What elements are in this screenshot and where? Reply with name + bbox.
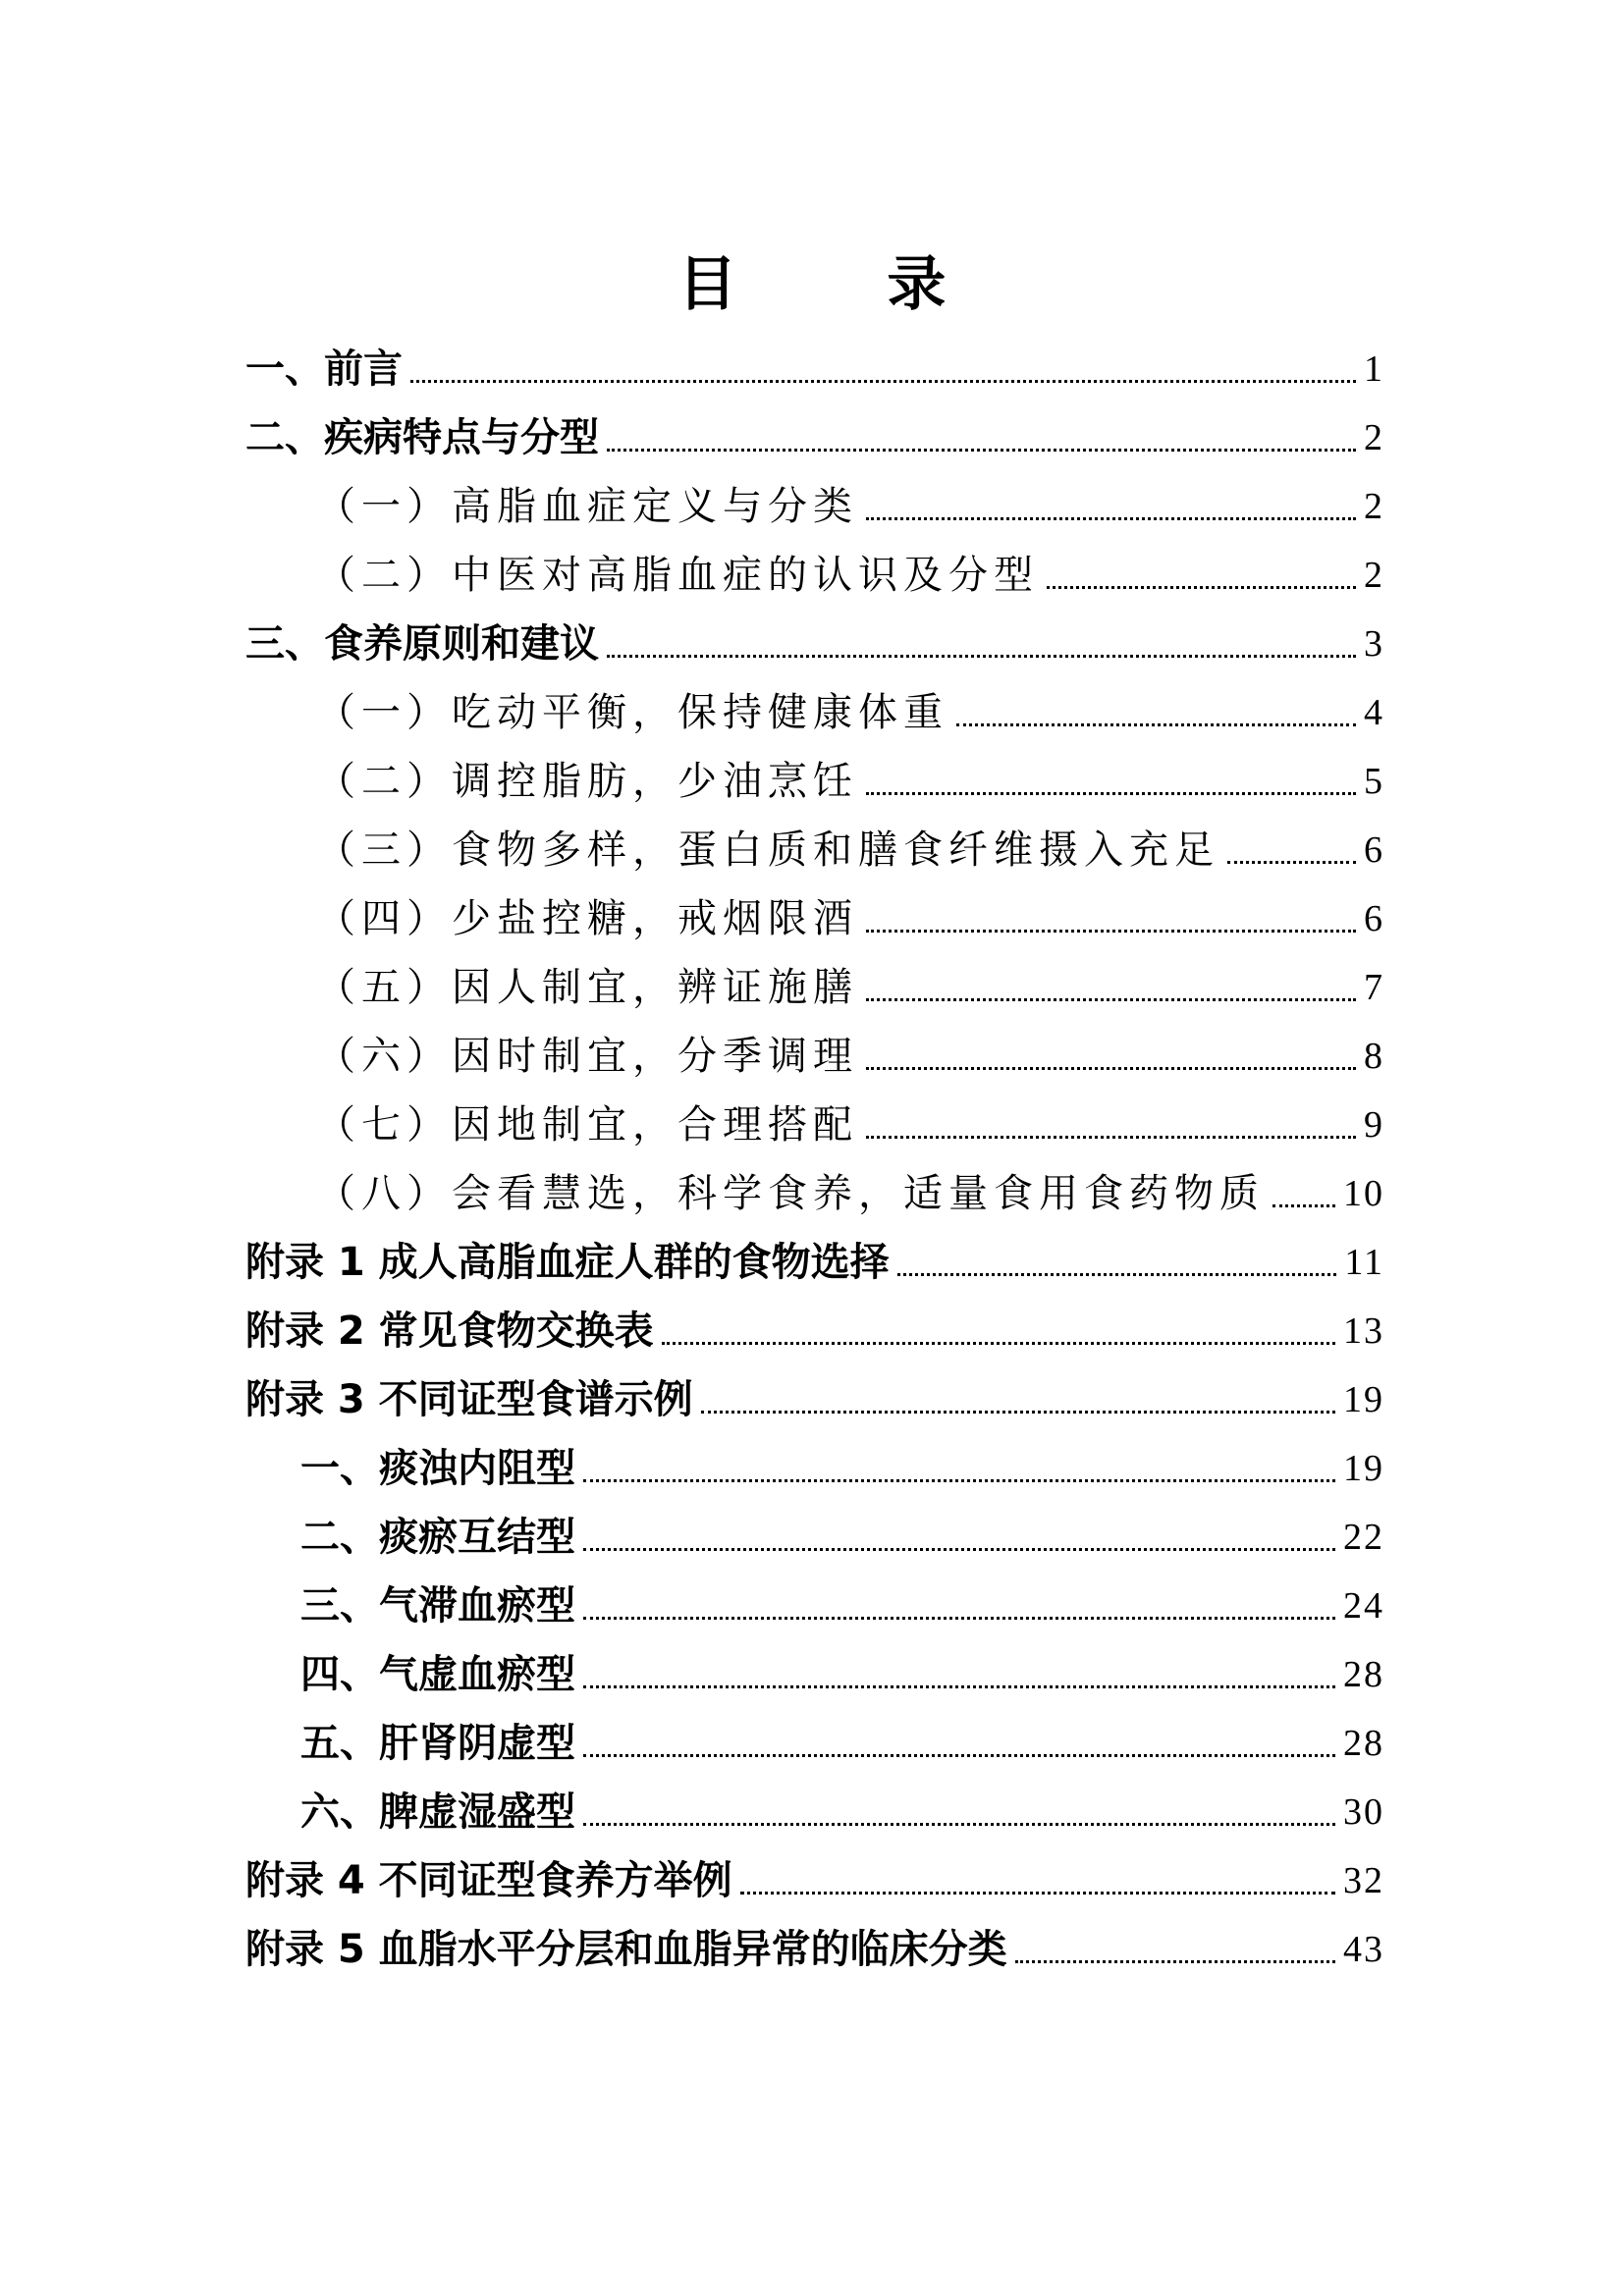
toc-entry-page-number: 2 xyxy=(1364,486,1384,527)
toc-entry-page-number: 24 xyxy=(1343,1585,1384,1627)
toc-entry-label: （二）调控脂肪，少油烹饪 xyxy=(316,759,858,804)
toc-entry-page-number: 6 xyxy=(1364,829,1384,871)
dot-leader xyxy=(866,1067,1356,1070)
dot-leader xyxy=(583,1823,1335,1826)
toc-entry-page-number: 22 xyxy=(1343,1517,1384,1558)
toc-entry[interactable] xyxy=(245,1571,1384,1639)
toc-entry-page-number: 9 xyxy=(1364,1104,1384,1146)
toc-entry-page-number: 32 xyxy=(1343,1860,1384,1901)
toc-entry[interactable] xyxy=(245,677,1384,746)
toc-entry-label: 附录 2 常见食物交换表 xyxy=(245,1308,654,1354)
toc-entry-page-number: 30 xyxy=(1343,1791,1384,1833)
toc-entry-label: （五）因人制宜，辨证施膳 xyxy=(316,965,858,1010)
dot-leader xyxy=(410,380,1356,383)
toc-entry[interactable] xyxy=(245,402,1384,471)
toc-entry-label: 一、痰浊内阻型 xyxy=(300,1446,575,1491)
toc-entry-page-number: 3 xyxy=(1364,623,1384,665)
dot-leader xyxy=(866,517,1356,520)
toc-entry-label: 附录 5 血脂水平分层和血脂异常的临床分类 xyxy=(245,1927,1007,1972)
toc-entry-label: 附录 1 成人高脂血症人群的食物选择 xyxy=(245,1240,890,1285)
toc-entry-page-number: 4 xyxy=(1364,692,1384,733)
toc-entry-page-number: 11 xyxy=(1344,1242,1384,1283)
toc-entry-page-number: 6 xyxy=(1364,898,1384,939)
page-title: 目 录 xyxy=(677,250,1011,319)
dot-leader xyxy=(1047,586,1356,589)
toc-entry[interactable] xyxy=(245,1021,1384,1090)
toc-entry-page-number: 7 xyxy=(1364,967,1384,1008)
dot-leader xyxy=(583,1617,1335,1620)
toc-entry-label: （四）少盐控糖，戒烟限酒 xyxy=(316,896,858,941)
toc-entry[interactable] xyxy=(245,815,1384,883)
toc-entry[interactable] xyxy=(245,540,1384,609)
toc-entry-label: （七）因地制宜，合理搭配 xyxy=(316,1102,858,1148)
toc-entry-label: （三）食物多样，蛋白质和膳食纤维摄入充足 xyxy=(316,828,1219,873)
toc-entry[interactable] xyxy=(245,746,1384,815)
toc-entry-page-number: 1 xyxy=(1364,348,1384,390)
toc-entry[interactable] xyxy=(245,609,1384,677)
toc-entry-label: 五、肝肾阴虚型 xyxy=(300,1721,575,1766)
toc-entry[interactable] xyxy=(245,1914,1384,1983)
toc-entry-page-number: 10 xyxy=(1343,1173,1384,1214)
toc-entry[interactable] xyxy=(245,1090,1384,1158)
toc-entry-page-number: 19 xyxy=(1343,1379,1384,1420)
toc-entry[interactable] xyxy=(245,1433,1384,1502)
dot-leader xyxy=(583,1479,1335,1482)
toc-entry-label: 附录 3 不同证型食谱示例 xyxy=(245,1377,693,1422)
toc-entry-label: （二）中医对高脂血症的认识及分型 xyxy=(316,553,1039,598)
dot-leader xyxy=(956,723,1356,726)
toc-entry-page-number: 8 xyxy=(1364,1036,1384,1077)
toc-entry-label: 附录 4 不同证型食养方举例 xyxy=(245,1858,732,1903)
toc-entry[interactable] xyxy=(245,1158,1384,1227)
toc-entry[interactable] xyxy=(245,952,1384,1021)
dot-leader xyxy=(583,1548,1335,1551)
dot-leader xyxy=(897,1273,1337,1276)
dot-leader xyxy=(866,998,1356,1001)
toc-entry-label: 六、脾虚湿盛型 xyxy=(300,1789,575,1835)
toc-entry-label: 三、食养原则和建议 xyxy=(245,621,599,667)
toc-entry-label: 一、前言 xyxy=(245,347,403,392)
toc-entry-label: （一）高脂血症定义与分类 xyxy=(316,484,858,529)
toc-entry[interactable] xyxy=(245,334,1384,402)
dot-leader xyxy=(740,1892,1335,1895)
toc-entry[interactable] xyxy=(245,471,1384,540)
toc-entry-label: 二、疾病特点与分型 xyxy=(245,415,599,460)
dot-leader xyxy=(583,1754,1335,1757)
dot-leader xyxy=(866,792,1356,795)
dot-leader xyxy=(607,449,1356,452)
dot-leader xyxy=(866,930,1356,933)
toc-entry-label: （六）因时制宜，分季调理 xyxy=(316,1034,858,1079)
toc-entry-page-number: 2 xyxy=(1364,555,1384,596)
dot-leader xyxy=(1272,1204,1335,1207)
toc-entry-label: （一）吃动平衡，保持健康体重 xyxy=(316,690,948,735)
dot-leader xyxy=(866,1136,1356,1139)
toc-entry-label: 三、气滞血瘀型 xyxy=(300,1583,575,1629)
toc-entry-label: 二、痰瘀互结型 xyxy=(300,1515,575,1560)
dot-leader xyxy=(662,1342,1335,1345)
toc-entry-page-number: 43 xyxy=(1343,1929,1384,1970)
toc-entry-page-number: 28 xyxy=(1343,1654,1384,1695)
toc-entry-page-number: 28 xyxy=(1343,1723,1384,1764)
toc-entry-label: 四、气虚血瘀型 xyxy=(300,1652,575,1697)
table-of-contents xyxy=(245,334,1384,1983)
toc-entry[interactable] xyxy=(245,1777,1384,1845)
dot-leader xyxy=(583,1685,1335,1688)
toc-entry-page-number: 2 xyxy=(1364,417,1384,458)
dot-leader xyxy=(1015,1960,1335,1963)
dot-leader xyxy=(701,1411,1335,1414)
toc-entry-page-number: 5 xyxy=(1364,761,1384,802)
toc-entry-page-number: 13 xyxy=(1343,1310,1384,1352)
toc-entry[interactable] xyxy=(245,1502,1384,1571)
dot-leader xyxy=(607,655,1356,658)
toc-entry[interactable] xyxy=(245,883,1384,952)
toc-entry[interactable] xyxy=(245,1639,1384,1708)
toc-entry[interactable] xyxy=(245,1296,1384,1364)
toc-entry[interactable] xyxy=(245,1708,1384,1777)
dot-leader xyxy=(1227,861,1356,864)
toc-entry[interactable] xyxy=(245,1845,1384,1914)
toc-entry[interactable] xyxy=(245,1364,1384,1433)
toc-entry[interactable] xyxy=(245,1227,1384,1296)
toc-entry-page-number: 19 xyxy=(1343,1448,1384,1489)
toc-entry-label: （八）会看慧选，科学食养，适量食用食药物质 xyxy=(316,1171,1265,1216)
